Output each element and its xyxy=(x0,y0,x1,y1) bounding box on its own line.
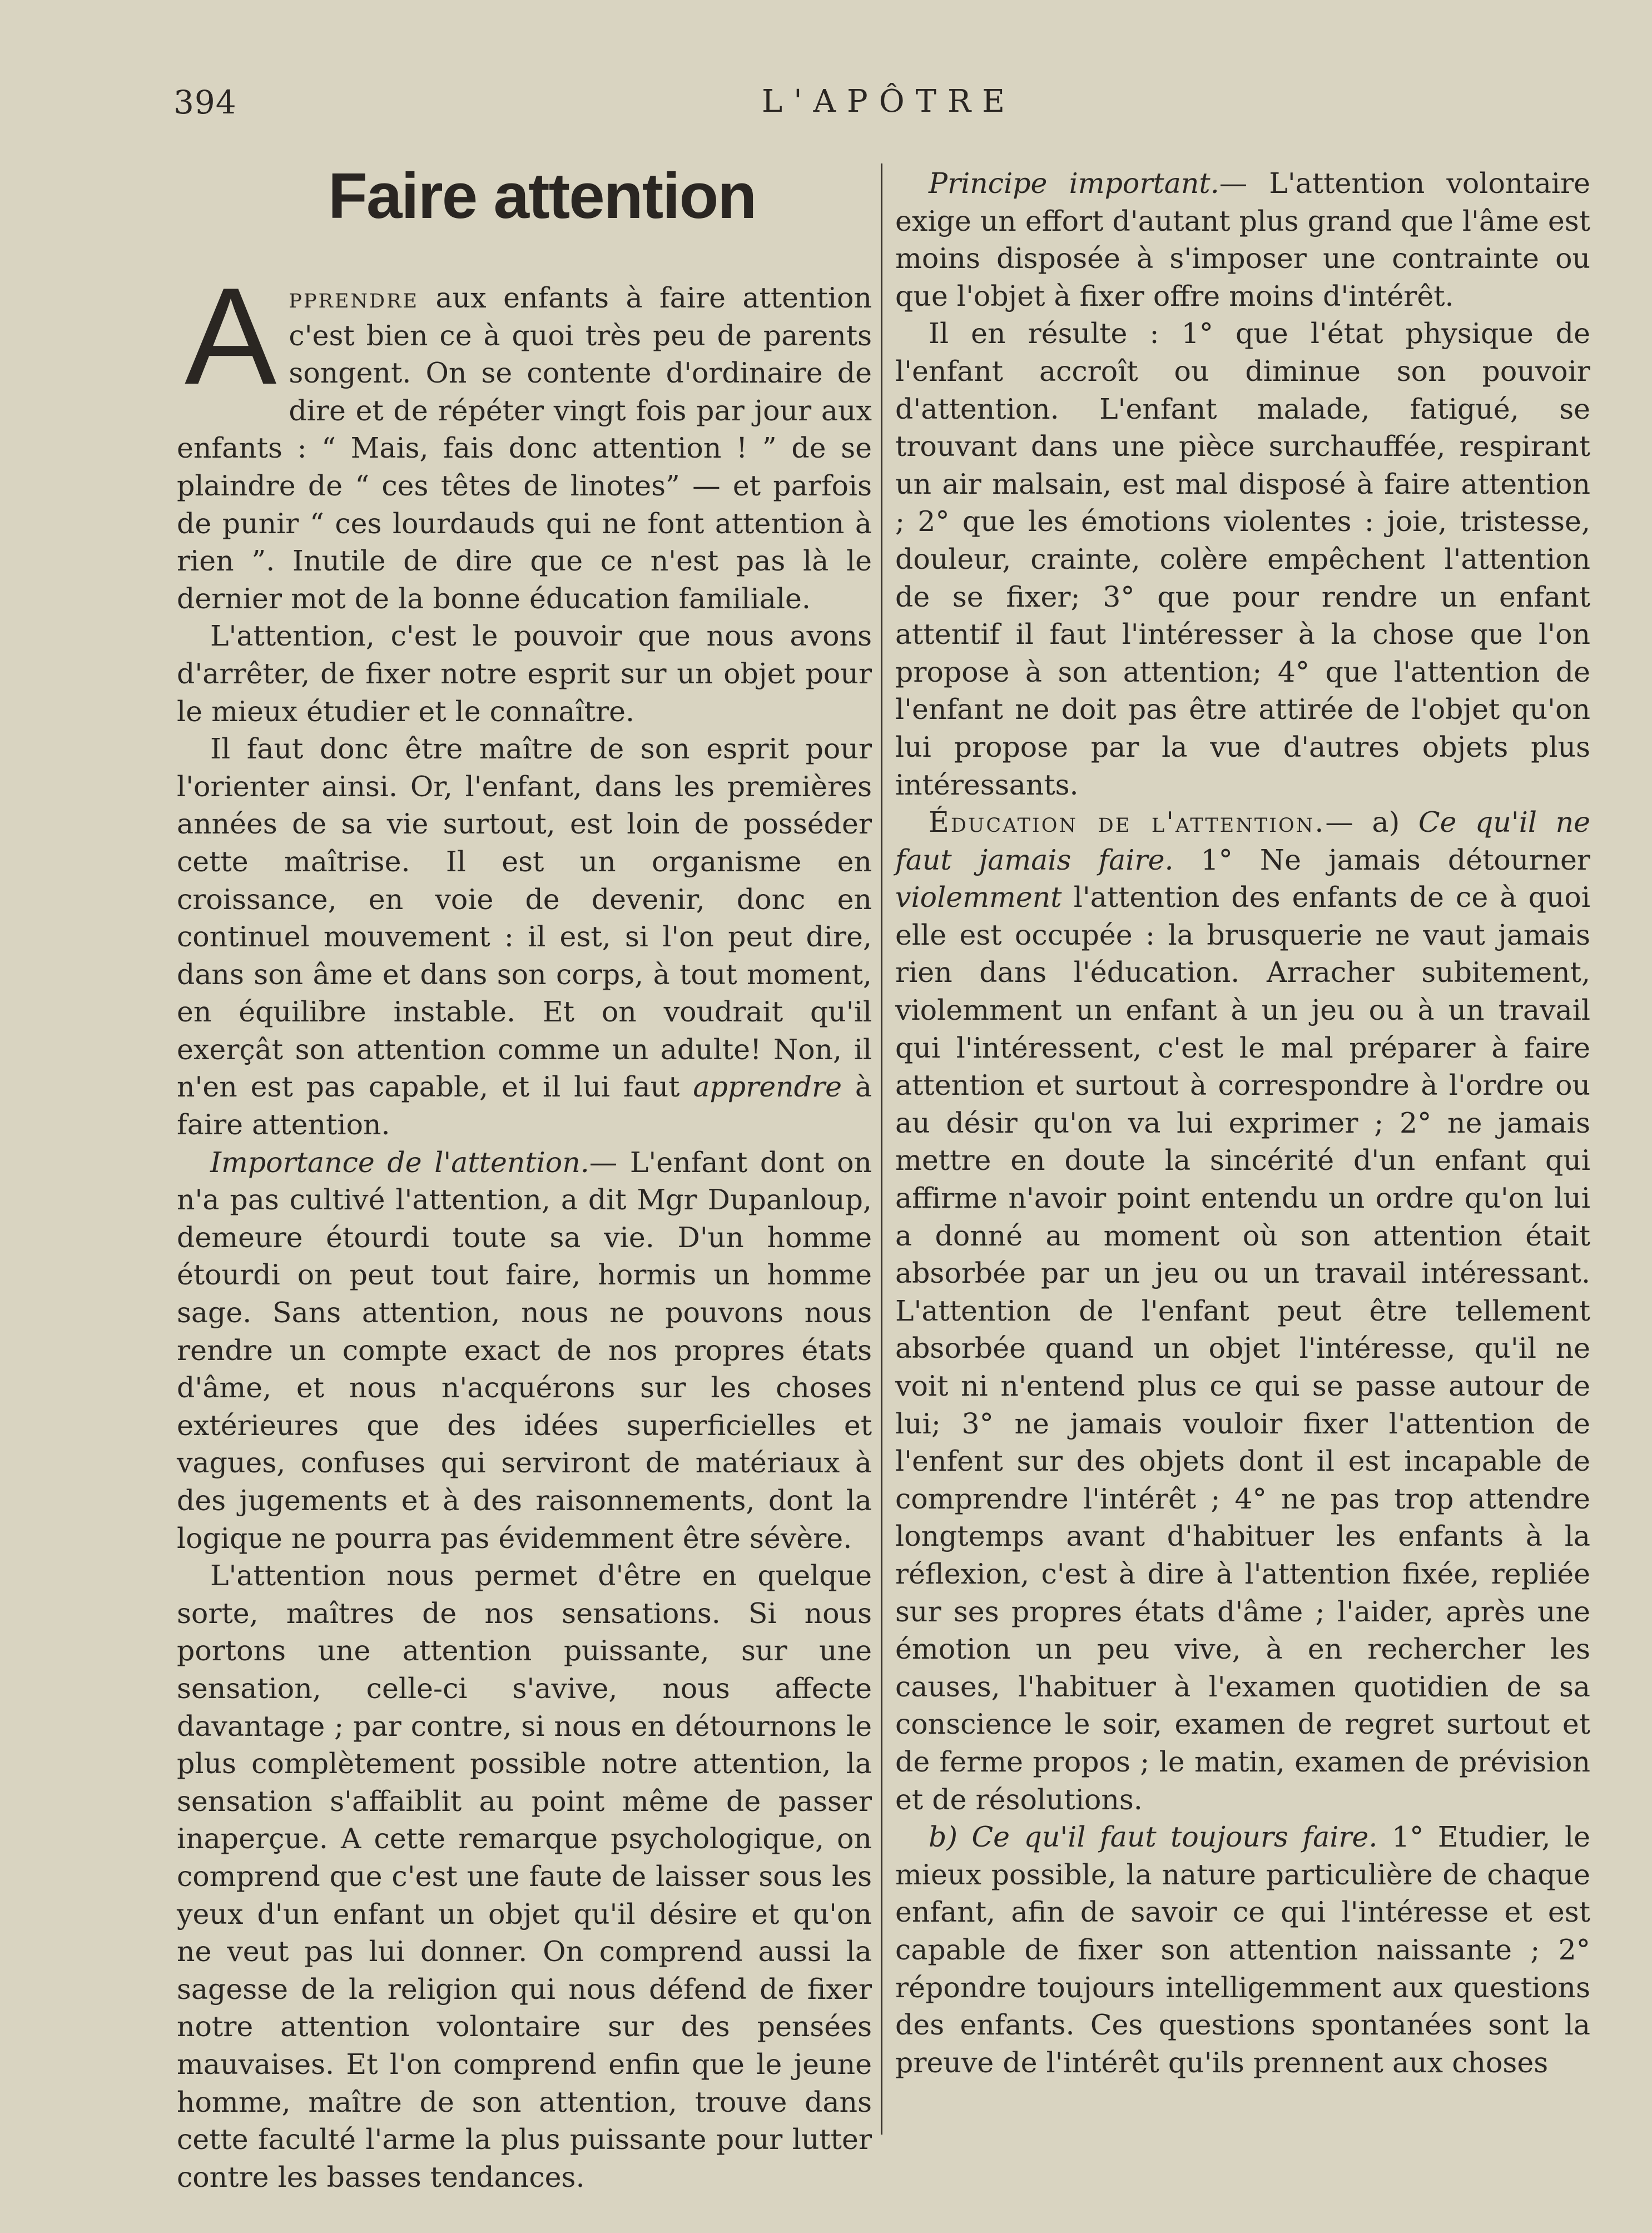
drop-cap: A xyxy=(185,259,277,413)
principle-text: — L'attention volontaire exige un effort d'autant plus grand que l'âme est moins disposée à s'imposer une contrainte ou que l'objet à fixer offre moins d'intérêt. xyxy=(895,167,1590,312)
education-heading: Éducation de l'attention. xyxy=(929,806,1326,839)
education-dash: — a) xyxy=(1325,806,1418,839)
intro-text: aux enfants à faire attention c'est bien ce à quoi très peu de parents songent. On se contente d'ordinaire de dire et de répéter vingt fois par jour aux enfants : “ Mais, fais donc attention ! ” de se plaindre de “ ces têtes de linotes” — et parfois de punir “ ces lourdauds qui ne font attention à rien ”. Inutile de dire que ce n'est pas là le dernier mot de la bonne éducation familiale. xyxy=(177,281,872,615)
paragraph-mastery xyxy=(177,730,872,1144)
paragraph-definition: L'attention, c'est le pouvoir que nous avons d'arrêter, de fixer notre esprit sur un objet pour le mieux étudier et le connaître. xyxy=(177,619,872,728)
paragraph-always xyxy=(895,1818,1590,2081)
importance-text: — L'enfant dont on n'a pas cultivé l'attention, a dit Mgr Dupanloup, demeure étourdi toute sa vie. D'un homme étourdi on peut tout faire, hormis un homme sage. Sans attention, nous ne pouvons nous rendre un compte exact de nos propres états d'âme, et nous n'acquérons sur les choses extérieures que des idées superficielles et vagues, confuses qui serviront de matériaux à des jugements et à des raisonnements, dont la logique ne pourra pas évidemment être sévère. xyxy=(177,1145,872,1555)
paragraph-consequences: Il en résulte : 1° que l'état physique de l'enfant accroît ou diminue son pouvoir d'attention. L'enfant malade, fatigué, se trouvant dans une pièce surchauffée, respirant un air malsain, est mal disposé à faire attention ; 2° que les émotions violentes : joie, tristesse, douleur, crainte, colère empêchent l'attention de se fixer; 3° que pour rendre un enfant attentif il faut l'intéresser à la chose que l'on propose à son attention; 4° que l'attention de l'enfant ne doit pas être attirée de l'objet qu'on lui propose par la vue d'autres objets plus intéressants. xyxy=(895,317,1590,801)
always-lead: b) xyxy=(929,1820,972,1854)
paragraph-education xyxy=(895,803,1590,1818)
education-emphasis: violemment xyxy=(895,881,1062,914)
intro-lead-word: pprendre xyxy=(289,281,419,314)
principle-heading: Principe important. xyxy=(929,167,1219,200)
column-rule xyxy=(881,163,882,2135)
right-column xyxy=(895,165,1590,2081)
paragraph-principle xyxy=(895,165,1590,315)
mastery-emphasis: apprendre xyxy=(693,1070,842,1104)
paragraph-sensations: L'attention nous permet d'être en quelque sorte, maîtres de nos sensations. Si nous portons une attention puissante, sur une sensation, celle-ci s'avive, nous affecte davantage ; par contre, si nous en détournons le plus complètement possible notre attention, la sensation s'affaiblit au point même de passer inaperçue. A cette remarque psychologique, on comprend que c'est une faute de laisser sous les yeux d'un enfant un objet qu'il désire et qu'on ne veut pas lui donner. On comprend aussi la sagesse de la religion qui nous défend de fixer notre attention volontaire sur des pensées mauvaises. Et l'on comprend enfin que le jeune homme, maître de son attention, trouve dans cette faculté l'arme la plus puissante pour lutter contre les basses tendances. xyxy=(177,1559,872,2194)
education-text: 1° Ne jamais détourner xyxy=(1173,843,1590,876)
mastery-text-end: à faire attention. xyxy=(177,1070,872,1142)
running-title: L'APÔTRE xyxy=(762,83,1016,120)
always-subheading: Ce qu'il faut toujours faire. xyxy=(971,1820,1378,1854)
paragraph-intro xyxy=(177,259,872,617)
education-text-end: l'attention des enfants de ce à quoi elle est occupée : la brusquerie ne vaut jamais rien dans l'éducation. Arracher subitement, violemment un enfant à un jeu ou à un travail qui l'intéressent, c'est le mal préparer à faire attention et surtout à correspondre à l'ordre ou au désir qu'on va lui exprimer ; 2° ne jamais mettre en doute la sincérité d'un enfant qui affirme n'avoir point entendu un ordre qu'on lui a donné au moment où son attention était absorbée par un jeu ou un travail intéressant. L'attention de l'enfant peut être tellement absorbée quand un objet l'intéresse, qu'il ne voit ni n'entend plus ce qui se passe autour de lui; 3° ne jamais vouloir fixer l'attention de l'enfent sur des objets dont il est incapable de comprendre l'intérêt ; 4° ne pas trop attendre longtemps avant d'habituer les enfants à la réflexion, c'est à dire à l'attention fixée, repliée sur ses propres états d'âme ; l'aider, après une émotion un peu vive, à en rechercher les causes, l'habituer à l'examen quotidien de sa conscience le soir, examen de regret surtout et de ferme propos ; le matin, examen de prévision et de résolutions. xyxy=(895,881,1590,1816)
page-number: 394 xyxy=(173,83,237,121)
importance-heading: Importance de l'attention. xyxy=(210,1145,589,1179)
education-subheading: Ce qu'il ne faut jamais faire. xyxy=(895,806,1590,876)
paragraph-importance xyxy=(177,1144,872,1557)
mastery-text: Il faut donc être maître de son esprit pour l'orienter ainsi. Or, l'enfant, dans les premières années de sa vie surtout, est loin de posséder cette maîtrise. Il est un organisme en croissance, en voie de devenir, donc en continuel mouvement : il est, si l'on peut dire, dans son âme et dans son corps, à tout moment, en équilibre instable. Et on voudrait qu'il exerçât son attention comme un adulte! Non, il n'en est pas capable, et il lui faut xyxy=(177,732,872,1104)
always-text: 1° Etudier, le mieux possible, la nature particulière de chaque enfant, afin de savoir ce qui l'intéresse et est capable de fixer son attention naissante ; 2° répondre toujours intelligemment aux questions des enfants. Ces questions spontanées sont la preuve de l'intérêt qu'ils prennent aux choses xyxy=(895,1820,1591,2079)
left-column xyxy=(177,259,872,2196)
article-title: Faire attention xyxy=(328,160,756,232)
